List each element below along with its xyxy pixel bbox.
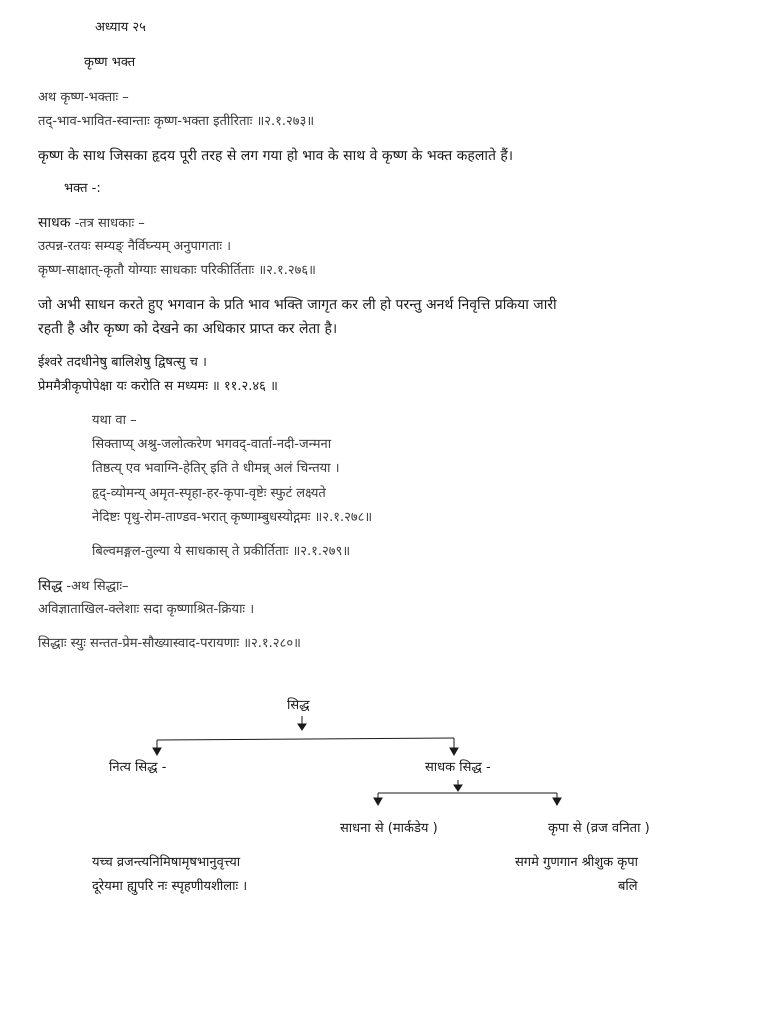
sadhaka-heading-word: साधक [38,215,71,231]
chapter-title: कृष्ण भक्त [84,55,136,70]
intro-verse-line-2: तद्-भाव-भावित-स्वान्ताः कृष्ण-भक्ता इतीरिताः ॥२.१.२७३॥ [38,114,315,129]
tree-nitya-siddha: नित्य सिद्ध - [109,760,167,775]
chapter-number: अध्याय २५ [95,20,146,35]
bhakta-label: भक्त -: [64,181,101,196]
example-verse-line-2: तिष्ठत्य् एव भवाग्नि-हेतिर् इति ते धीमन्न् अलं चिन्तया । [92,461,340,476]
sadhaka-siddha-arrowhead [454,785,462,791]
sadhana-branch-arrowhead [374,798,382,805]
root-arrowhead [298,724,306,730]
tree-kripa-se: कृपा से (व्रज वनिता ) [548,821,650,836]
right-branch-arrowhead [450,748,458,755]
tree-right-text-line-1: सगमे गुणगान श्रीशुक कृपा [515,855,639,870]
left-branch-arrowhead [153,748,161,755]
intro-meaning: कृष्ण के साथ जिसका हृदय पूरी तरह से लग गया हो भाव के साथ वे कृष्ण के भक्त कहलाते हैं। [38,148,514,164]
tree-left-text-line-2: दूरेयमा ह्युपरि नः स्पृहणीयशीलाः । [92,879,248,894]
example-verse-line-4: नेदिष्टः पृथु-रोम-ताण्डव-भरात् कृष्णाम्बुधस्योद्गमः ॥२.१.२७८॥ [92,510,373,525]
siddha-heading-word: सिद्ध [38,578,63,594]
siddha-verse-line-1: अविज्ञाताखिल-क्लेशाः सदा कृष्णाश्रित-क्रियाः । [38,602,255,617]
intro-verse-line-1: अथ कृष्ण-भक्ताः – [38,90,129,105]
sadhaka-meaning-line-1: जो अभी साधन करते हुए भगवान के प्रति भाव भक्ति जागृत कर ली हो परन्तु अनर्थ निवृत्ति प्रकिया जारी [38,297,557,313]
sadhaka-verse-line-1: उत्पन्न-रतयः सम्यङ् नैर्विघ्न्यम् अनुपागताः । [38,239,232,254]
sadhaka-meaning-line-2: रहती है और कृष्ण को देखने का अधिकार प्राप्त कर लेता है। [38,321,338,337]
bhagavatam-quote-line-1: ईश्वरे तदधीनेषु बालिशेषु द्विषत्सु च । [38,355,207,370]
sadhaka-verse-line-2: कृष्ण-साक्षात्-कृतौ योग्याः साधकाः परिकीर्तिताः ॥२.१.२७६॥ [38,263,316,278]
yatha-va-label: यथा वा – [92,413,137,428]
sadhaka-heading-rest: -तत्र साधकाः – [74,216,145,231]
tree-sadhaka-siddha: साधक सिद्ध - [425,760,491,775]
tree-root-siddha: सिद्ध [287,698,310,713]
example-verse-line-1: सिक्ताप्य् अश्रु-जलोत्करेण भगवद्-वार्ता-नदी-जन्मना [92,437,332,452]
tree-right-text-line-2: बलि [618,879,638,894]
tree-sadhana-se: साधना से (मार्कडेय ) [340,821,438,836]
tree-left-text-line-1: यच्च व्रजन्त्यनिमिषामृषभानुवृत्त्या [92,855,241,870]
example-verse-line-3: हृद्-व्योमन्य् अमृत-स्पृहा-हर-कृपा-वृष्टेः स्फुटं लक्ष्यते [92,486,326,501]
bhagavatam-quote-line-2: प्रेममैत्रीकृपोपेक्षा यः करोति स मध्यमः ॥ ११.२.४६ ॥ [38,379,278,394]
bilvamangala-verse: बिल्वमङ्गल-तुल्या ये साधकास् ते प्रकीर्तिताः ॥२.१.२७९॥ [92,544,351,559]
kripa-branch-arrowhead [553,798,561,805]
siddha-heading-rest: -अथ सिद्धाः– [66,579,129,594]
siddha-verse-line-2: सिद्धाः स्युः सन्तत-प्रेम-सौख्यास्वाद-परायणाः ॥२.१.२८०॥ [38,636,301,651]
level-one-bar [157,738,454,740]
